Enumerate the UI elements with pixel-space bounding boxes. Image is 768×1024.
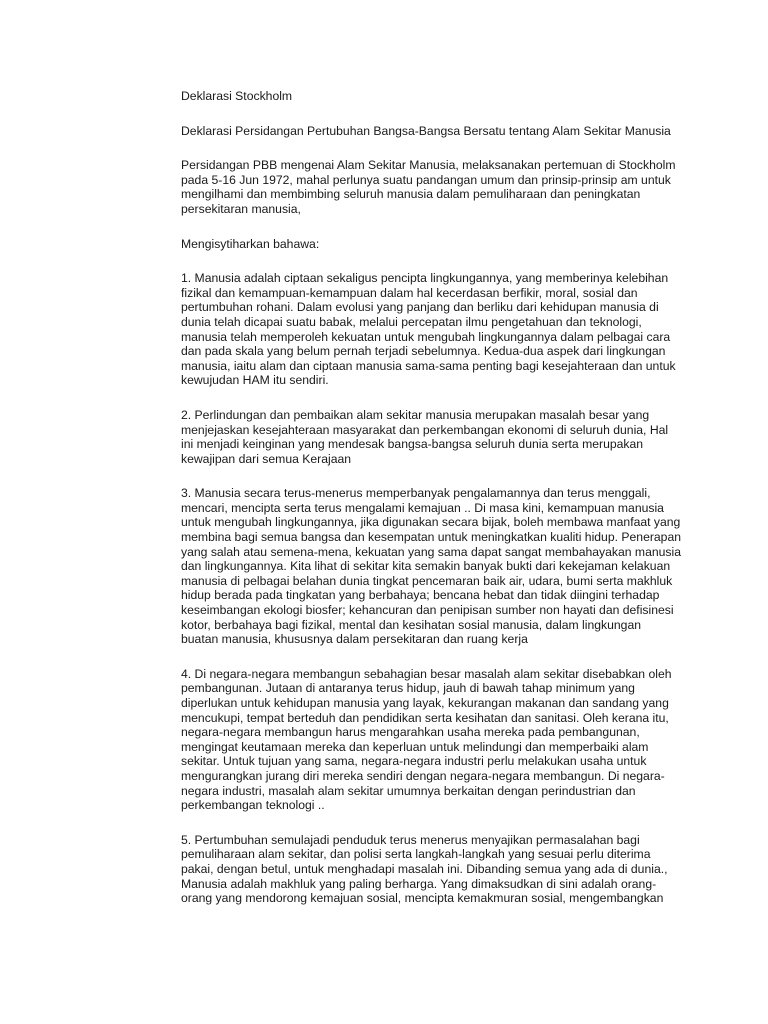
paragraph-3: 3. Manusia secara terus-menerus memperbanyak pengalamannya dan terus menggali, mencari, mencipta serta terus mengalami kemajuan .. Di masa kini, kemampuan manusia untuk mengubah lingkungannya, jika digunakan secara bijak, boleh membawa manfaat yang membina bagi semua bangsa dan kesempatan untuk meningkatkan kualiti hidup. Penerapan yang salah atau semena-mena, kekuatan yang sama dapat sangat membahayakan manusia dan lingkungannya. Kita lihat di sekitar kita semakin banyak bukti dari kekejaman kelakuan manusia di pelbagai belahan dunia tingkat pencemaran baik air, udara, bumi serta makhluk hidup berada pada tingkatan yang berbahaya; bencana hebat dan tidak diingini terhadap keseimbangan ekologi biosfer; kehancuran dan penipisan sumber non hayati dan defisinesi kotor, berbahaya bagi fizikal, mental dan kesihatan sosial manusia, dalam lingkungan buatan manusia, khususnya dalam persekitaran dan ruang kerja bbox=[181, 486, 682, 647]
proclamation-heading: Mengisytiharkan bahawa: bbox=[181, 236, 320, 251]
paragraph-4: 4. Di negara-negara membangun sebahagian besar masalah alam sekitar disebabkan oleh pembangunan. Jutaan di antaranya terus hidup, jauh di bawah tahap minimum yang diperlukan untuk kehidupan manusia yang layak, kekurangan makanan dan sandang yang mencukupi, tempat berteduh dan pendidikan serta kesihatan dan sanitasi. Oleh kerana itu, negara-negara membangun harus mengarahkan usaha mereka pada pembangunan, mengingat keutamaan mereka dan keperluan untuk melindungi dan memperbaiki alam sekitar. Untuk tujuan yang sama, negara-negara industri perlu melakukan usaha untuk mengurangkan jurang diri mereka sendiri dengan negara-negara membangun. Di negara-negara industri, masalah alam sekitar umumnya berkaitan dengan perindustrian dan perkembangan teknologi .. bbox=[181, 666, 672, 813]
document-subtitle: Deklarasi Persidangan Pertubuhan Bangsa-Bangsa Bersatu tentang Alam Sekitar Manusia bbox=[181, 123, 671, 138]
document-body bbox=[181, 89, 681, 906]
paragraph-2: 2. Perlindungan dan pembaikan alam sekitar manusia merupakan masalah besar yang menjejaskan kesejahteraan masyarakat dan perkembangan ekonomi di seluruh dunia, Hal ini menjadi keinginan yang mendesak bangsa-bangsa seluruh dunia serta merupakan kewajipan dari semua Kerajaan bbox=[181, 407, 669, 466]
paragraph-1: 1. Manusia adalah ciptaan sekaligus pencipta lingkungannya, yang memberinya kelebihan fizikal dan kemampuan-kemampuan dalam hal kecerdasan berfikir, moral, sosial dan pertumbuhan rohani. Dalam evolusi yang panjang dan berliku dari kehidupan manusia di dunia telah dicapai suatu babak, melalui percepatan ilmu pengetahuan dan teknologi, manusia telah memperoleh kekuatan untuk mengubah lingkungannya dalam pelbagai cara dan pada skala yang belum pernah terjadi sebelumnya. Kedua-dua aspek dari lingkungan manusia, iaitu alam dan ciptaan manusia sama-sama penting bagi kesejahteraan dan untuk kewujudan HAM itu sendiri. bbox=[181, 271, 676, 388]
paragraph-5: 5. Pertumbuhan semulajadi penduduk terus menerus menyajikan permasalahan bagi pemuliharaan alam sekitar, dan polisi serta langkah-langkah yang sesuai perlu diterima pakai, dengan betul, untuk menghadapi masalah ini. Dibanding semua yang ada di dunia., Manusia adalah makhluk yang paling berharga. Yang dimaksudkan di sini adalah orang-orang yang mendorong kemajuan sosial, mencipta kemakmuran sosial, mengembangkan bbox=[181, 832, 668, 906]
document-title: Deklarasi Stockholm bbox=[181, 89, 293, 103]
preamble-paragraph: Persidangan PBB mengenai Alam Sekitar Manusia, melaksanakan pertemuan di Stockholm pada 5-16 Jun 1972, mahal perlunya suatu pandangan umum dan prinsip-prinsip am untuk mengilhami dan membimbing seluruh manusia dalam pemuliharaan dan peningkatan persekitaran manusia, bbox=[181, 158, 676, 216]
